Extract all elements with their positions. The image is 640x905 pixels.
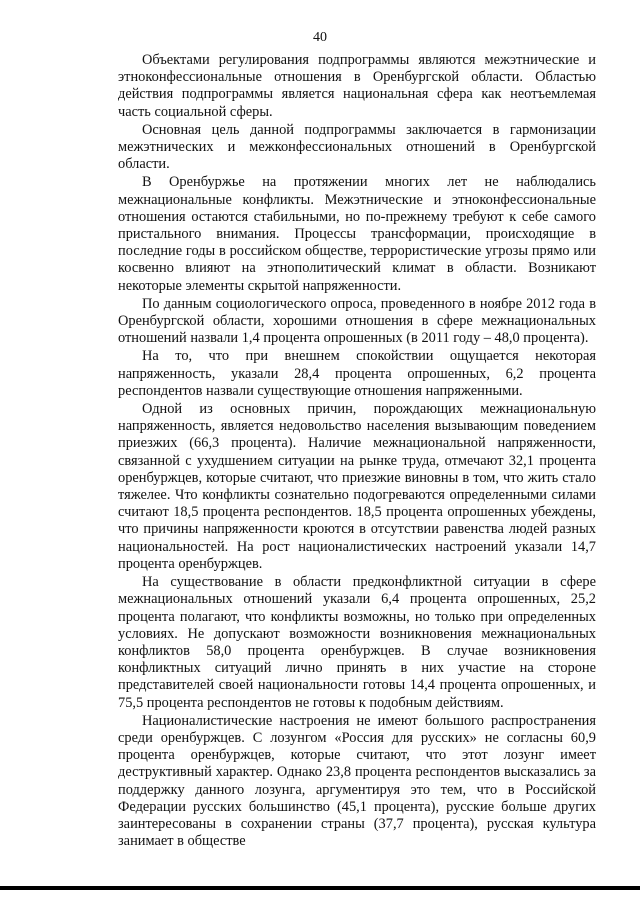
paragraph-tension-causes: Одной из основных причин, порождающих межнациональную напряженность, является недовольство населения вызывающим поведением приезжих (66,3 процента). Наличие межнациональной напряженности, связанной с ухудшением ситуации на рынке труда, отмечают 32,1 процента оренбуржцев, которые считают, что приезжие виновны в том, что жить стало тяжелее. Что конфликты сознательно подогреваются определенными силами считают 18,5 процента респондентов. 18,5 процента опрошенных убеждены, что причины напряженности кроются в отсутствии равенства людей разных национальностей. На рост националистических настроений указали 14,7 процента оренбуржцев. (118, 401, 596, 572)
paragraph-regulation-objects: Объектами регулирования подпрограммы являются межэтнические и этноконфессиональные отношения в Оренбургской области. Областью действия подпрограммы является национальная сфера как неотъемлемая часть социальной сферы. (118, 52, 596, 120)
scan-bottom-border (0, 886, 640, 890)
paragraph-nationalist-sentiment: Националистические настроения не имеют большого распространения среди оренбуржцев. С лозунгом «Россия для русских» не согласны 60,9 процента оренбуржцев, которые считают, что этот лозунг имеет деструктивный характер. Однако 23,8 процента респондентов высказались за поддержку данного лозунга, аргументируя это тем, что в Российской Федерации русских большинство (45,1 процента), русские больше других заинтересованы в сохранении страны (37,7 процента), русская культура занимает в обществе (118, 712, 596, 850)
page-number: 40 (313, 30, 327, 45)
paragraph-main-goal: Основная цель данной подпрограммы заключается в гармонизации межэтнических и межконфессиональных отношений в Оренбургской области. (118, 121, 596, 173)
paragraph-preconflict-situation: На существование в области предконфликтной ситуации в сфере межнациональных отношений указали 6,4 процента опрошенных, 25,2 процента полагают, что конфликты возможны, но только при определенных условиях. Не допускают возможности возникновения межнациональных конфликтов 58,0 процента оренбуржцев. В случае возникновения конфликтных ситуаций лично принять в них участие на стороне представителей своей национальности готовы 14,4 процента опрошенных, и 75,5 процента респондентов не готовы к подобным действиям. (118, 574, 596, 711)
paragraph-survey-data: По данным социологического опроса, проведенного в ноябре 2012 года в Оренбургской области, хорошими отношения в сфере межнациональных отношений назвали 1,4 процента опрошенных (в 2011 году – 48,0 процента). (118, 295, 596, 347)
paragraph-tension: На то, что при внешнем спокойствии ощущается некоторая напряженность, указали 28,4 процента опрошенных, 6,2 процента респондентов назвали существующие отношения напряженными. (118, 348, 596, 399)
document-body (118, 52, 596, 850)
paragraph-orenburg-conflicts: В Оренбуржье на протяжении многих лет не наблюдались межнациональные конфликты. Межэтнические и этноконфессиональные отношения остаются стабильными, но по-прежнему требуют к себе самого пристального внимания. Процессы трансформации, происходящие в последние годы в российском обществе, террористические угрозы прямо или косвенно влияют на этнополитический климат в области. Возникают некоторые элементы скрытой напряженности. (118, 174, 596, 294)
